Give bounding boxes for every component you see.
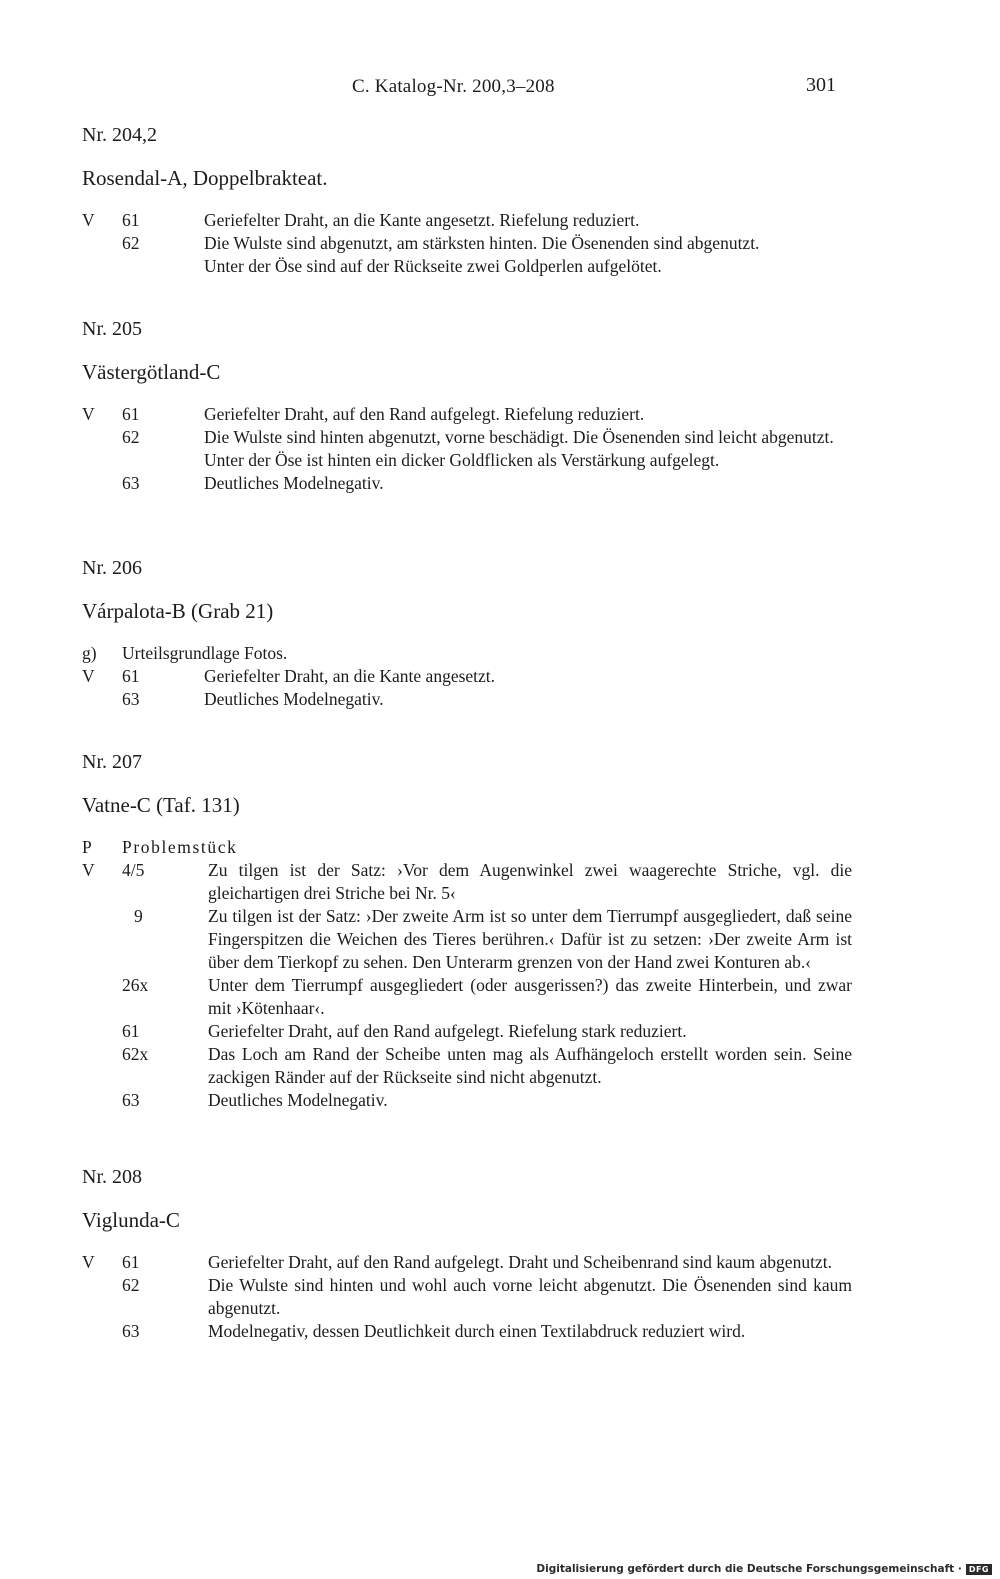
row-code: 61	[122, 1021, 140, 1041]
entry-row	[82, 472, 852, 495]
entry-title: Vatne-C (Taf. 131)	[82, 793, 240, 817]
row-text: Unter der Öse sind auf der Rückseite zwei Goldperlen aufgelötet.	[204, 256, 662, 276]
row-marker	[82, 688, 122, 711]
footer-text: Digitalisierung gefördert durch die Deutsche Forschungsgemeinschaft ·	[536, 1563, 962, 1575]
row-marker	[82, 472, 122, 495]
entry-row	[82, 1251, 852, 1274]
catalog-entry-206	[82, 553, 852, 711]
row-text: Deutliches Modelnegativ.	[204, 689, 384, 709]
entry-row	[82, 232, 852, 255]
row-text: Die Wulste sind hinten und wohl auch vorne leicht abgenutzt. Die Ösenenden sind kaum abgenutzt.	[208, 1275, 852, 1318]
row-marker	[82, 1043, 122, 1089]
row-marker	[82, 1089, 122, 1112]
row-text: Deutliches Modelnegativ.	[204, 473, 384, 493]
entry-row	[82, 449, 852, 472]
row-code: Problemstück	[122, 837, 238, 857]
row-code: 62	[122, 1275, 140, 1295]
entry-row	[82, 426, 852, 449]
dfg-logo: DFG	[966, 1564, 992, 1575]
page-number: 301	[806, 74, 836, 96]
row-marker	[82, 232, 122, 255]
entry-row	[82, 255, 852, 278]
row-code: 61	[122, 1252, 140, 1272]
entry-title: Várpalota-B (Grab 21)	[82, 599, 274, 623]
row-text: Die Wulste sind hinten abgenutzt, vorne beschädigt. Die Ösenenden sind leicht abgenutzt.	[204, 427, 834, 447]
row-text: Modelnegativ, dessen Deutlichkeit durch einen Textilabdruck reduziert wird.	[208, 1321, 746, 1341]
entry-row	[82, 1274, 852, 1320]
row-code: 63	[122, 1090, 140, 1110]
catalog-entry-204-2	[82, 120, 852, 278]
row-code: 63	[122, 473, 140, 493]
row-code: 61	[122, 666, 140, 686]
entry-row	[82, 1043, 852, 1089]
running-head: C. Katalog-Nr. 200,3–208	[352, 76, 555, 97]
row-text	[287, 642, 852, 665]
row-text: Unter dem Tierrumpf ausgegliedert (oder ausgerissen?) das zweite Hinterbein, und zwar mit ›Kötenhaar‹.	[208, 975, 852, 1018]
row-text: Geriefelter Draht, an die Kante angesetzt.	[204, 666, 496, 686]
row-marker	[82, 426, 122, 449]
row-marker	[82, 255, 122, 278]
entry-number: Nr. 208	[82, 1166, 142, 1188]
entry-title: Viglunda-C	[82, 1208, 180, 1232]
row-marker: V	[82, 1252, 95, 1272]
entry-row	[82, 974, 852, 1020]
row-code: 62x	[122, 1044, 149, 1064]
catalog-entry-207	[82, 747, 852, 1112]
row-text: Geriefelter Draht, auf den Rand aufgelegt. Riefelung reduziert.	[204, 404, 645, 424]
row-marker	[82, 449, 122, 472]
row-text: Deutliches Modelnegativ.	[208, 1090, 388, 1110]
row-text	[237, 836, 852, 859]
row-code: 61	[122, 404, 140, 424]
entry-row	[82, 859, 852, 905]
entry-number: Nr. 206	[82, 557, 142, 579]
entry-number: Nr. 207	[82, 751, 142, 773]
row-marker: P	[82, 837, 92, 857]
row-code: 9	[134, 906, 143, 926]
entry-row	[82, 836, 852, 859]
row-code: 62	[122, 233, 140, 253]
row-text: Geriefelter Draht, auf den Rand aufgelegt. Riefelung stark reduziert.	[208, 1021, 687, 1041]
row-marker: V	[82, 210, 95, 230]
entry-title: Västergötland-C	[82, 360, 221, 384]
row-text: Zu tilgen ist der Satz: ›Der zweite Arm ist so unter dem Tierrumpf ausgegliedert, daß seine Fingerspitzen die Weichen des Tieres berühren.‹ Dafür ist zu setzen: ›Der zweite Arm ist über dem Tierkopf zu sehen. Den Unterarm grenzen von der Hand zwei Konturen ab.‹	[208, 906, 852, 972]
row-code: 26x	[122, 975, 149, 995]
row-code: 63	[122, 1321, 140, 1341]
entry-row	[82, 1320, 852, 1343]
row-text: Zu tilgen ist der Satz: ›Vor dem Augenwinkel zwei waagerechte Striche, vgl. die gleichartigen drei Striche bei Nr. 5‹	[208, 860, 852, 903]
row-text: Geriefelter Draht, an die Kante angesetzt. Riefelung reduziert.	[204, 210, 640, 230]
entry-row	[82, 209, 852, 232]
entry-row	[82, 642, 852, 665]
row-code: Urteilsgrundlage Fotos.	[122, 643, 288, 663]
entry-title: Rosendal-A, Doppelbrakteat.	[82, 166, 328, 190]
row-code	[122, 255, 204, 278]
entry-row	[82, 1020, 852, 1043]
row-marker	[82, 1274, 122, 1320]
entry-row	[82, 1089, 852, 1112]
row-marker	[82, 1320, 122, 1343]
entry-row	[82, 403, 852, 426]
entry-row	[82, 688, 852, 711]
entry-number: Nr. 204,2	[82, 124, 157, 146]
catalog-entry-205	[82, 314, 852, 495]
row-marker: V	[82, 666, 95, 686]
row-text: Unter der Öse ist hinten ein dicker Goldflicken als Verstärkung aufgelegt.	[204, 450, 720, 470]
row-marker: g)	[82, 643, 97, 663]
entry-row	[82, 905, 852, 974]
row-marker	[82, 974, 122, 1020]
row-code: 61	[122, 210, 140, 230]
row-marker	[82, 905, 122, 974]
entry-number: Nr. 205	[82, 318, 142, 340]
row-marker: V	[82, 860, 95, 880]
row-code: 62	[122, 427, 140, 447]
catalog-entry-208	[82, 1162, 852, 1343]
row-code: 63	[122, 689, 140, 709]
row-marker	[82, 1020, 122, 1043]
entry-row	[82, 665, 852, 688]
row-marker: V	[82, 404, 95, 424]
row-text: Die Wulste sind abgenutzt, am stärksten hinten. Die Ösenenden sind abgenutzt.	[204, 233, 760, 253]
digitization-footer	[536, 1563, 992, 1575]
row-text: Geriefelter Draht, auf den Rand aufgelegt. Draht und Scheibenrand sind kaum abgenutzt.	[208, 1252, 832, 1272]
row-text: Das Loch am Rand der Scheibe unten mag als Aufhängeloch erstellt worden sein. Seine zackigen Ränder auf der Rückseite sind nicht abgenutzt.	[208, 1044, 852, 1087]
row-code	[122, 449, 204, 472]
row-code: 4/5	[122, 860, 145, 880]
